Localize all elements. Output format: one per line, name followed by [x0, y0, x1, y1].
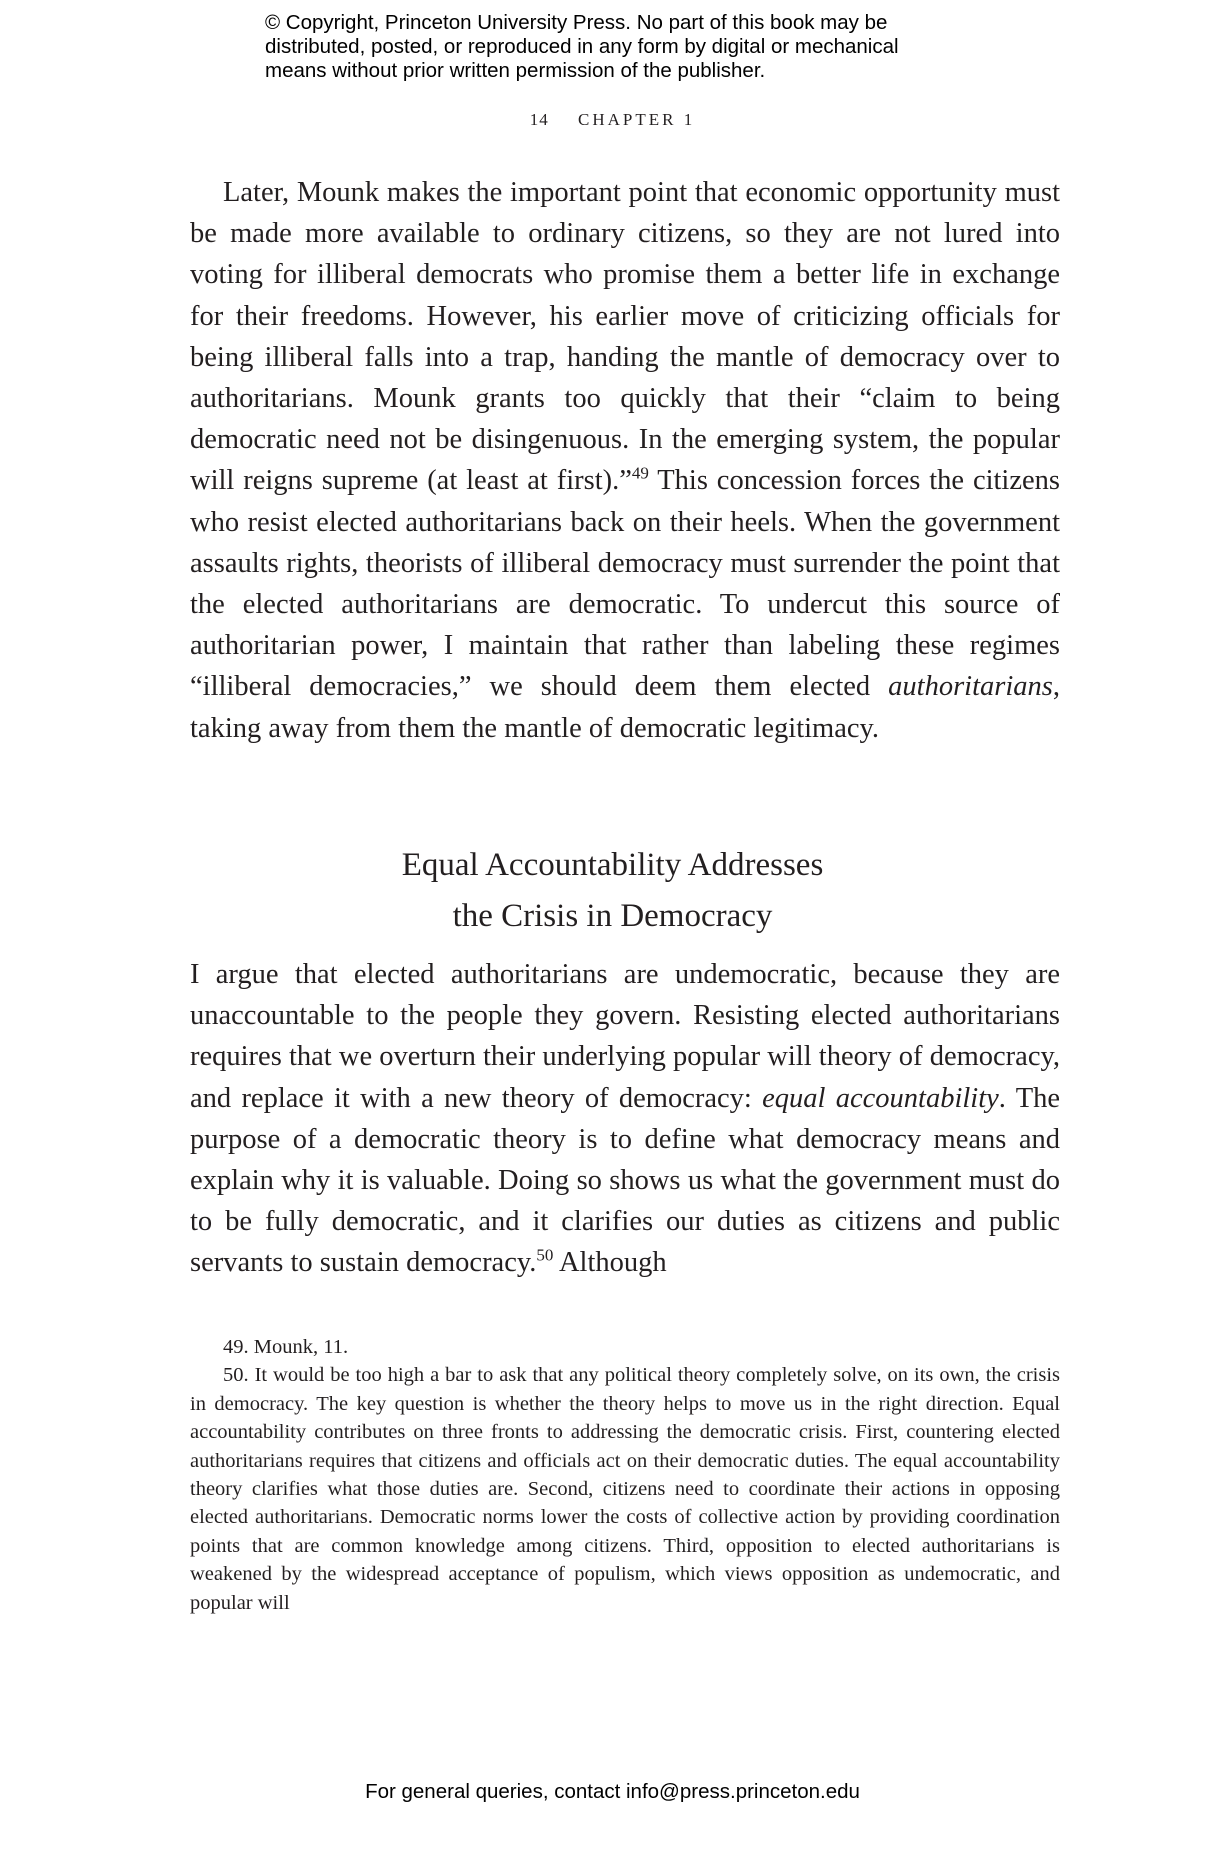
footnote-text: Mounk, 11.	[248, 1336, 349, 1358]
copyright-line: distributed, posted, or reproduced in any form by digital or mechanical	[265, 35, 899, 58]
paragraph-text: , taking away from them the mantle of democratic legitimacy.	[190, 671, 1060, 744]
footnote-50	[190, 1361, 1060, 1617]
section-heading	[0, 840, 1225, 942]
footnotes	[190, 1333, 1060, 1617]
paragraph-text: Later, Mounk makes the important point that economic opportunity must be made more available to ordinary citizens, so they are not lured into voting for illiberal democrats who promise them a better life in exchange for their freedoms. However, his earlier move of criticizing officials for being illiberal falls into a trap, handing the mantle of democracy over to authoritarians. Mounk grants too quickly that their “claim to being democratic need not be disingenuous. In the emerging system, the popular will reigns supreme (at least at first).”	[190, 177, 1060, 497]
paragraph-1	[190, 172, 1060, 749]
paragraph-text: Although	[553, 1247, 667, 1279]
copyright-line: means without prior written permission of the publisher.	[265, 59, 766, 82]
footnote-ref-49[interactable]: 49	[631, 463, 649, 483]
paragraph-text: This concession forces the citizens who resist elected authoritarians back on their heels. When the government assaults rights, theorists of illiberal democracy must surrender the point that the elected authoritarians are democratic. To undercut this source of authoritarian power, I maintain that rather than labeling these regimes “illiberal democracies,” we should deem them elected	[190, 465, 1060, 703]
emphasis-text: authoritarians	[888, 671, 1053, 703]
paragraph-text: I argue that elected authoritarians are undemocratic, because they are unaccountable to the people they govern. Resisting elected authoritarians requires that we overturn their underlying popular will theory of democracy, and replace it with a new theory of democracy:	[190, 959, 1060, 1114]
footnote-number: 49.	[223, 1336, 249, 1358]
copyright-notice	[265, 11, 1025, 83]
footnote-ref-50[interactable]: 50	[536, 1245, 554, 1265]
footnote-text: It would be too high a bar to ask that any political theory completely solve, on its own, the crisis in democracy. The key question is whether the theory helps to move us in the right direction. Equal accountability contributes on three fronts to addressing the democratic crisis. First, countering elected authoritarians requires that citizens and officials act on their democratic duties. The equal accountability theory clarifies what those duties are. Second, citizens need to coordinate their actions in opposing elected authoritarians. Democratic norms lower the costs of collective action by providing coordination points that are common knowledge among citizens. Third, opposition to elected authoritarians is weakened by the widespread acceptance of populism, which views opposition as undemocratic, and popular will	[190, 1364, 1060, 1614]
section-heading-line: Equal Accountability Addresses	[401, 847, 824, 883]
footer-contact: For general queries, contact info@press.princeton.edu	[365, 1780, 860, 1803]
footnote-number: 50.	[223, 1364, 249, 1387]
chapter-label: CHAPTER 1	[578, 110, 696, 129]
page-number: 14	[529, 110, 549, 129]
copyright-line: © Copyright, Princeton University Press. No part of this book may be	[265, 11, 888, 34]
footnote-49	[190, 1333, 1060, 1361]
paragraph-text: . The purpose of a democratic theory is to define what democracy means and explain why it is valuable. Doing so shows us what the government must do to be fully democratic, and it clarifies our duties as citizens and public servants to sustain democracy.	[190, 1082, 1061, 1279]
running-head	[0, 110, 1225, 130]
section-heading-line: the Crisis in Democracy	[452, 898, 773, 934]
emphasis-text: equal accountability	[762, 1082, 999, 1114]
paragraph-2	[190, 954, 1060, 1284]
